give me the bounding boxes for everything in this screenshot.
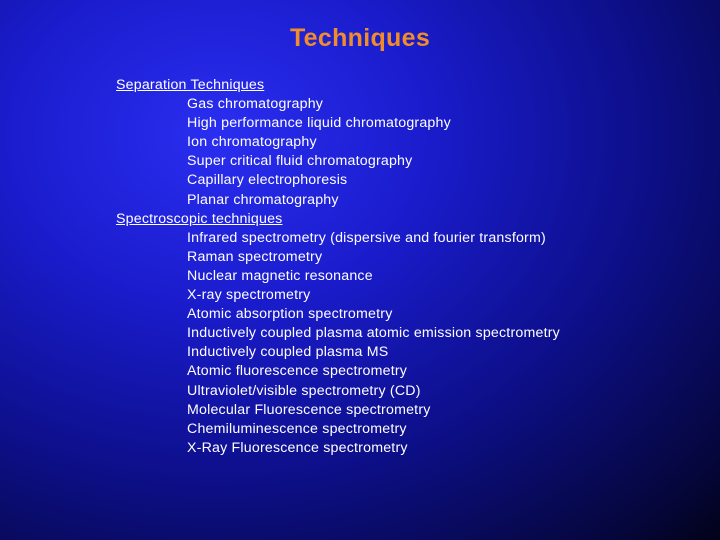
list-item: Nuclear magnetic resonance <box>187 267 373 284</box>
list-item: Inductively coupled plasma MS <box>187 344 389 361</box>
list-item: Gas chromatography <box>187 96 324 113</box>
list-item: Chemiluminescence spectrometry <box>187 420 407 437</box>
list-item: Ultraviolet/visible spectrometry (CD) <box>187 382 421 399</box>
list-item: Atomic absorption spectrometry <box>187 306 393 323</box>
list-item: X-Ray Fluorescence spectrometry <box>187 439 408 456</box>
section-heading-separation: Separation Techniques <box>116 77 265 93</box>
list-item: Ion chromatography <box>187 134 317 151</box>
list-item: Capillary electrophoresis <box>187 172 348 189</box>
technique-list <box>116 76 706 458</box>
list-item: Infrared spectrometry (dispersive and fourier transform) <box>187 229 546 246</box>
list-item: Atomic fluorescence spectrometry <box>187 363 408 380</box>
list-item: Inductively coupled plasma atomic emission spectrometry <box>187 325 560 342</box>
list-item: High performance liquid chromatography <box>187 115 451 132</box>
slide-title: Techniques <box>289 24 431 52</box>
list-item: Planar chromatography <box>187 191 339 208</box>
list-item: X-ray spectrometry <box>187 287 311 304</box>
list-item: Raman spectrometry <box>187 248 323 265</box>
list-item: Super critical fluid chromatography <box>187 153 413 170</box>
list-item: Molecular Fluorescence spectrometry <box>187 401 431 418</box>
section-heading-spectroscopic: Spectroscopic techniques <box>116 210 283 227</box>
